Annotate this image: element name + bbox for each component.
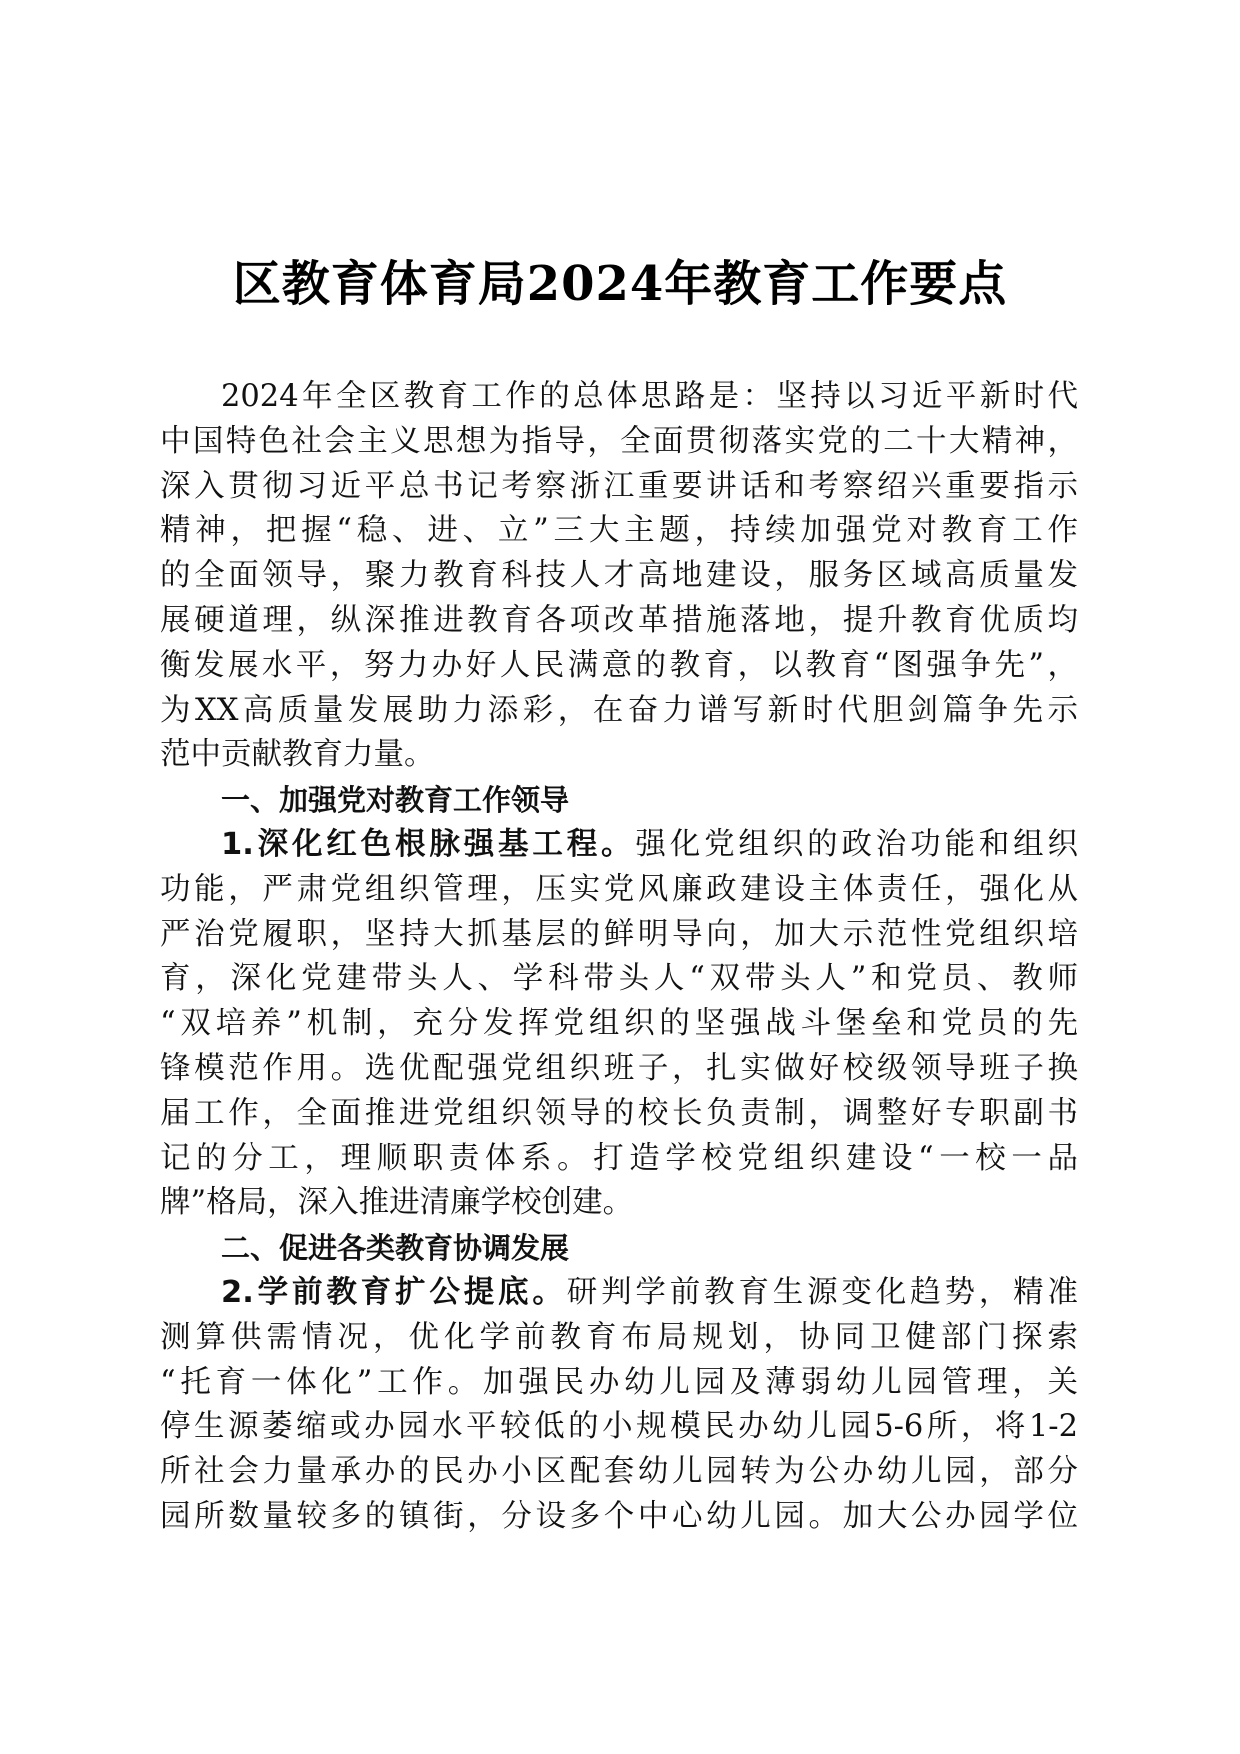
item-line: 所社会力量承办的民办小区配套幼儿园转为公办幼儿园，部分 bbox=[160, 1454, 1078, 1490]
item-line: 园所数量较多的镇街，分设多个中心幼儿园。加大公办园学位 bbox=[160, 1498, 1078, 1534]
item-first-line bbox=[160, 1271, 1078, 1316]
intro-line: 展硬道理，纵深推进教育各项改革措施落地，提升教育优质均 bbox=[160, 602, 1078, 638]
item-line: 测算供需情况，优化学前教育布局规划，协同卫健部门探索 bbox=[160, 1319, 1078, 1355]
item-line: 牌”格局，深入推进清廉学校创建。 bbox=[160, 1185, 634, 1221]
item-first-line bbox=[160, 823, 1078, 868]
intro-line: 深入贯彻习近平总书记考察浙江重要讲话和考察绍兴重要指示 bbox=[160, 468, 1078, 504]
item-lead: 1.深化红色根脉强基工程。 bbox=[221, 826, 636, 862]
item-line: “双培养”机制，充分发挥党组织的坚强战斗堡垒和党员的先 bbox=[160, 1006, 1078, 1042]
item-line: 锋模范作用。选优配强党组织班子，扎实做好校级领导班子换 bbox=[160, 1050, 1078, 1086]
item-line: 停生源萎缩或办园水平较低的小规模民办幼儿园5-6所，将1-2 bbox=[160, 1409, 1078, 1445]
intro-line: 2024年全区教育工作的总体思路是：坚持以习近平新时代 bbox=[221, 379, 1078, 414]
document-body bbox=[160, 375, 1078, 1540]
item-text: 强化党组织的政治功能和组织 bbox=[635, 826, 1078, 862]
intro-line: 范中贡献教育力量。 bbox=[160, 737, 435, 773]
item-line: 育，深化党建带头人、学科带头人“双带头人”和党员、教师 bbox=[160, 961, 1078, 997]
item-line: 届工作，全面推进党组织领导的校长负责制，调整好专职副书 bbox=[160, 1095, 1078, 1131]
item-lead: 2.学前教育扩公提底。 bbox=[221, 1274, 567, 1310]
section-heading: 一、加强党对教育工作领导 bbox=[221, 783, 570, 818]
document-title: 区教育体育局2024年教育工作要点 bbox=[232, 256, 1008, 312]
item-text: 研判学前教育生源变化趋势，精准 bbox=[566, 1274, 1079, 1310]
item-line: 严治党履职，坚持大抓基层的鲜明导向，加大示范性党组织培 bbox=[160, 916, 1078, 952]
item-line: 功能，严肃党组织管理，压实党风廉政建设主体责任，强化从 bbox=[160, 871, 1078, 907]
intro-line: 为XX高质量发展助力添彩，在奋力谱写新时代胆剑篇争先示 bbox=[160, 692, 1078, 728]
section-heading: 二、促进各类教育协调发展 bbox=[221, 1231, 570, 1266]
intro-line: 中国特色社会主义思想为指导，全面贯彻落实党的二十大精神， bbox=[160, 423, 1078, 459]
intro-line: 的全面领导，聚力教育科技人才高地建设，服务区域高质量发 bbox=[160, 558, 1078, 594]
intro-line: 衡发展水平，努力办好人民满意的教育，以教育“图强争先”， bbox=[160, 647, 1078, 683]
item-line: 记的分工，理顺职责体系。打造学校党组织建设“一校一品 bbox=[160, 1140, 1078, 1176]
item-line: “托育一体化”工作。加强民办幼儿园及薄弱幼儿园管理，关 bbox=[160, 1364, 1078, 1400]
intro-line: 精神，把握“稳、进、立”三大主题，持续加强党对教育工作 bbox=[160, 513, 1078, 549]
